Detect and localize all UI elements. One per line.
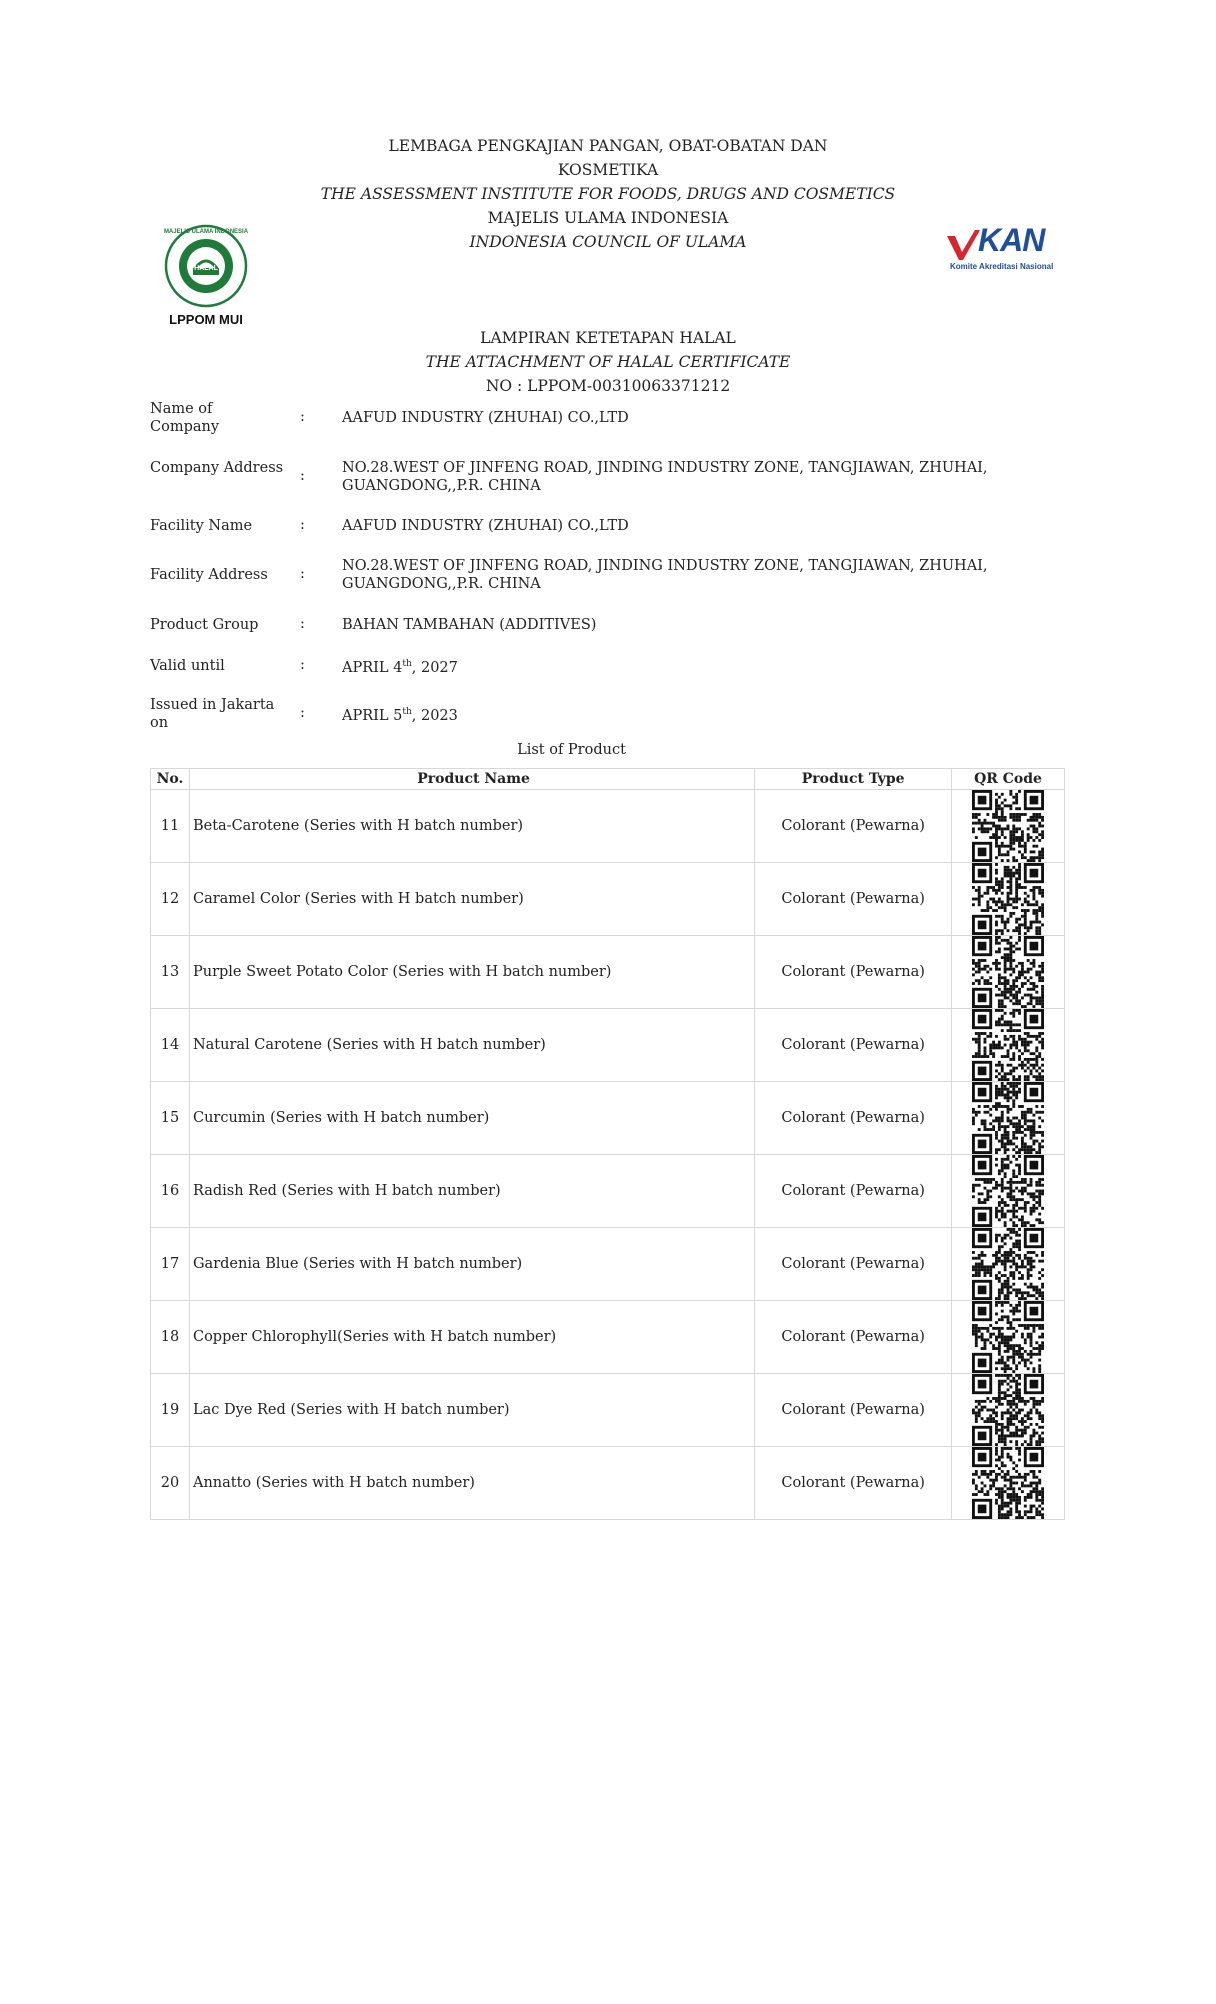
table-row	[151, 1228, 1065, 1301]
issued-date-value: APRIL 5th, 2023	[342, 707, 458, 724]
product-name: Natural Carotene (Series with H batch number)	[189, 1009, 754, 1082]
qr-code-icon	[972, 1155, 1044, 1227]
lppom-mui-caption: LPPOM MUI	[169, 312, 243, 327]
attachment-subtitle: THE ATTACHMENT OF HALAL CERTIFICATE	[425, 353, 791, 371]
table-row	[151, 863, 1065, 936]
table-row	[151, 1447, 1065, 1520]
qr-code-cell	[952, 863, 1065, 936]
row-number: 17	[151, 1228, 190, 1301]
product-type: Colorant (Pewarna)	[755, 936, 952, 1009]
row-number: 13	[151, 936, 190, 1009]
table-row	[151, 936, 1065, 1009]
field-colon: :	[300, 517, 305, 533]
certificate-number: NO : LPPOM-00310063371212	[485, 377, 731, 395]
header-no: No.	[151, 769, 190, 790]
product-name: Lac Dye Red (Series with H batch number)	[189, 1374, 754, 1447]
product-name: Annatto (Series with H batch number)	[189, 1447, 754, 1520]
qr-code-icon	[972, 1301, 1044, 1373]
product-name: Beta-Carotene (Series with H batch number)	[189, 790, 754, 863]
field-colon: :	[300, 657, 305, 673]
qr-code-cell	[952, 936, 1065, 1009]
facility-name-value: AAFUD INDUSTRY (ZHUHAI) CO.,LTD	[342, 518, 629, 534]
product-name: Curcumin (Series with H batch number)	[189, 1082, 754, 1155]
product-name: Gardenia Blue (Series with H batch number)	[189, 1228, 754, 1301]
qr-code-icon	[972, 1374, 1044, 1446]
institute-name-cont: KOSMETIKA	[557, 161, 659, 179]
product-type: Colorant (Pewarna)	[755, 1374, 952, 1447]
institute-name: LEMBAGA PENGKAJIAN PANGAN, OBAT-OBATAN DAN	[388, 137, 828, 155]
mui-ring-text: MAJELIS ULAMA INDONESIA	[163, 229, 249, 235]
product-type: Colorant (Pewarna)	[755, 790, 952, 863]
company-name-value: AAFUD INDUSTRY (ZHUHAI) CO.,LTD	[342, 410, 629, 426]
table-header-row	[151, 769, 1065, 790]
council-name-english: INDONESIA COUNCIL OF ULAMA	[469, 233, 747, 251]
field-colon: :	[300, 566, 305, 582]
product-name: Purple Sweet Potato Color (Series with H batch number)	[189, 936, 754, 1009]
qr-code-cell	[952, 1374, 1065, 1447]
product-name: Radish Red (Series with H batch number)	[189, 1155, 754, 1228]
qr-code-icon	[972, 936, 1044, 1008]
institute-name-english: THE ASSESSMENT INSTITUTE FOR FOODS, DRUGS AND COSMETICS	[320, 185, 896, 203]
product-type: Colorant (Pewarna)	[755, 1155, 952, 1228]
list-of-product-title: List of Product	[517, 742, 626, 758]
table-row	[151, 790, 1065, 863]
council-name: MAJELIS ULAMA INDONESIA	[487, 209, 729, 227]
table-row	[151, 1009, 1065, 1082]
qr-code-icon	[972, 1447, 1044, 1519]
qr-code-icon	[972, 863, 1044, 935]
facility-address-value: NO.28.WEST OF JINFENG ROAD, JINDING INDUSTRY ZONE, TANGJIAWAN, ZHUHAI, GUANGDONG,,P.R. CHINA	[342, 558, 988, 592]
header-product-name: Product Name	[189, 769, 754, 790]
facility-name-label: Facility Name	[150, 518, 253, 534]
qr-code-cell	[952, 1301, 1065, 1374]
product-group-label: Product Group	[150, 617, 259, 633]
table-row	[151, 1082, 1065, 1155]
company-address-value: NO.28.WEST OF JINFENG ROAD, JINDING INDUSTRY ZONE, TANGJIAWAN, ZHUHAI, GUANGDONG,,P.R. CHINA	[342, 460, 988, 494]
product-type: Colorant (Pewarna)	[755, 1228, 952, 1301]
kan-caption: Komite Akreditasi Nasional	[950, 262, 1054, 271]
table-row	[151, 1301, 1065, 1374]
row-number: 19	[151, 1374, 190, 1447]
product-type: Colorant (Pewarna)	[755, 863, 952, 936]
row-number: 14	[151, 1009, 190, 1082]
header-product-type: Product Type	[755, 769, 952, 790]
product-type: Colorant (Pewarna)	[755, 1301, 952, 1374]
product-type: Colorant (Pewarna)	[755, 1082, 952, 1155]
row-number: 15	[151, 1082, 190, 1155]
qr-code-cell	[952, 790, 1065, 863]
qr-code-cell	[952, 1155, 1065, 1228]
qr-code-icon	[972, 1009, 1044, 1081]
field-colon: :	[300, 468, 305, 484]
row-number: 16	[151, 1155, 190, 1228]
qr-code-cell	[952, 1447, 1065, 1520]
qr-code-icon	[972, 790, 1044, 862]
issued-label: Issued in Jakarta on	[150, 697, 275, 731]
product-group-value: BAHAN TAMBAHAN (ADDITIVES)	[342, 617, 597, 633]
valid-until-label: Valid until	[150, 658, 225, 674]
table-row	[151, 1155, 1065, 1228]
kan-logo-text: KAN	[978, 222, 1045, 258]
header-qr-code: QR Code	[952, 769, 1065, 790]
product-type: Colorant (Pewarna)	[755, 1009, 952, 1082]
field-colon: :	[300, 409, 305, 425]
product-name: Caramel Color (Series with H batch number)	[189, 863, 754, 936]
qr-code-cell	[952, 1009, 1065, 1082]
valid-until-value: APRIL 4th, 2027	[342, 659, 458, 676]
row-number: 12	[151, 863, 190, 936]
qr-code-icon	[972, 1082, 1044, 1154]
field-colon: :	[300, 616, 305, 632]
product-table	[150, 768, 1065, 1520]
facility-address-label: Facility Address	[150, 567, 268, 583]
attachment-title: LAMPIRAN KETETAPAN HALAL	[480, 329, 736, 347]
halal-center-label: HALAL	[194, 265, 218, 272]
product-type: Colorant (Pewarna)	[755, 1447, 952, 1520]
qr-code-cell	[952, 1082, 1065, 1155]
row-number: 11	[151, 790, 190, 863]
qr-code-cell	[952, 1228, 1065, 1301]
product-name: Copper Chlorophyll(Series with H batch number)	[189, 1301, 754, 1374]
qr-code-icon	[972, 1228, 1044, 1300]
table-row	[151, 1374, 1065, 1447]
name-of-company-label: Name of Company	[150, 401, 220, 435]
company-address-label: Company Address	[150, 460, 284, 476]
row-number: 20	[151, 1447, 190, 1520]
row-number: 18	[151, 1301, 190, 1374]
field-colon: :	[300, 705, 305, 721]
